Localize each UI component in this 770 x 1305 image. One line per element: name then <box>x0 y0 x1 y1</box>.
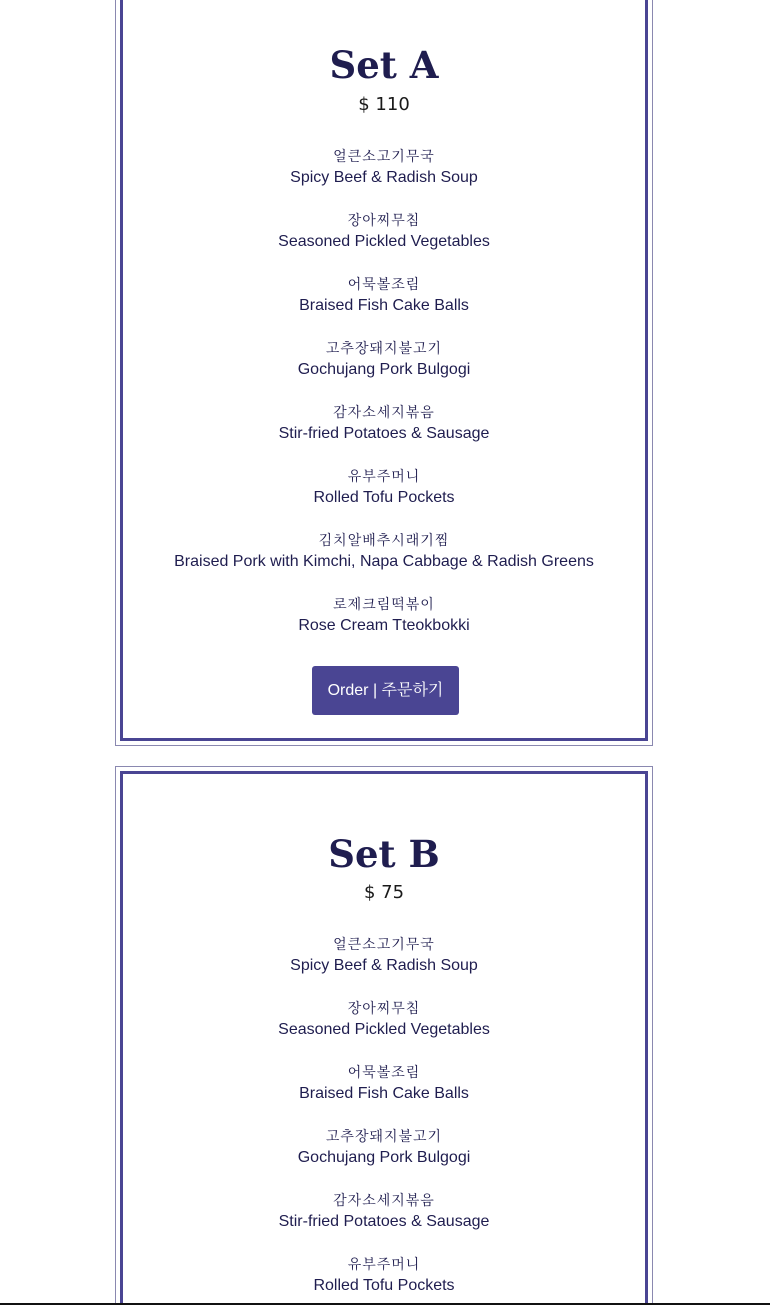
menu-item-korean: 얼큰소고기무국 <box>333 937 435 953</box>
menu-item <box>116 467 652 531</box>
set-a-card <box>115 0 653 746</box>
menu-item <box>116 211 652 275</box>
menu-item <box>116 999 652 1063</box>
menu-item-english: Braised Fish Cake Balls <box>299 1085 469 1102</box>
menu-item-korean: 고추장돼지불고기 <box>325 1129 443 1145</box>
set-b-title: Set B <box>328 832 440 876</box>
set-b-price: $ 75 <box>363 882 405 903</box>
menu-item-korean: 장아찌무침 <box>347 213 421 229</box>
menu-item-english: Rose Cream Tteokbokki <box>298 617 470 634</box>
set-b-card <box>115 766 653 1305</box>
menu-item-english: Braised Pork with Kimchi, Napa Cabbage & Radish Greens <box>174 553 594 570</box>
menu-item-korean: 고추장돼지불고기 <box>325 341 443 357</box>
menu-item-english: Gochujang Pork Bulgogi <box>297 361 471 378</box>
menu-item-korean: 어묵볼조림 <box>347 1065 421 1081</box>
menu-item-english: Seasoned Pickled Vegetables <box>278 1021 490 1038</box>
order-button[interactable]: Order | 주문하기 <box>312 666 459 715</box>
menu-item <box>116 1127 652 1191</box>
menu-item-korean: 유부주머니 <box>347 469 421 485</box>
menu-item-korean: 유부주머니 <box>347 1257 421 1273</box>
menu-item-english: Stir-fried Potatoes & Sausage <box>278 425 490 442</box>
menu-item-english: Spicy Beef & Radish Soup <box>290 169 478 186</box>
menu-item-korean: 김치알배추시래기찜 <box>318 533 450 549</box>
menu-item <box>116 275 652 339</box>
set-a-title: Set A <box>329 43 439 87</box>
menu-item <box>116 1255 652 1305</box>
menu-item-english: Gochujang Pork Bulgogi <box>297 1149 471 1166</box>
menu-item-english: Rolled Tofu Pockets <box>313 489 455 506</box>
menu-item-korean: 감자소세지볶음 <box>333 1193 435 1209</box>
menu-item <box>116 1063 652 1127</box>
menu-item-english: Braised Fish Cake Balls <box>299 297 469 314</box>
menu-item <box>116 531 652 595</box>
set-a-menu-list <box>116 147 652 659</box>
menu-item-english: Spicy Beef & Radish Soup <box>290 957 478 974</box>
menu-item-korean: 감자소세지볶음 <box>333 405 435 421</box>
menu-item-korean: 장아찌무침 <box>347 1001 421 1017</box>
set-b-menu-list <box>116 935 652 1305</box>
menu-item-korean: 로제크림떡볶이 <box>333 597 435 613</box>
menu-item <box>116 147 652 211</box>
menu-item <box>116 339 652 403</box>
menu-item-english: Stir-fried Potatoes & Sausage <box>278 1213 490 1230</box>
menu-item-english: Rolled Tofu Pockets <box>313 1277 455 1294</box>
menu-item-english: Seasoned Pickled Vegetables <box>278 233 490 250</box>
menu-item <box>116 1191 652 1255</box>
menu-item-korean: 얼큰소고기무국 <box>333 149 435 165</box>
menu-item <box>116 403 652 467</box>
menu-item <box>116 595 652 659</box>
menu-item-korean: 어묵볼조림 <box>347 277 421 293</box>
set-a-price: $ 110 <box>358 94 410 115</box>
menu-item <box>116 935 652 999</box>
